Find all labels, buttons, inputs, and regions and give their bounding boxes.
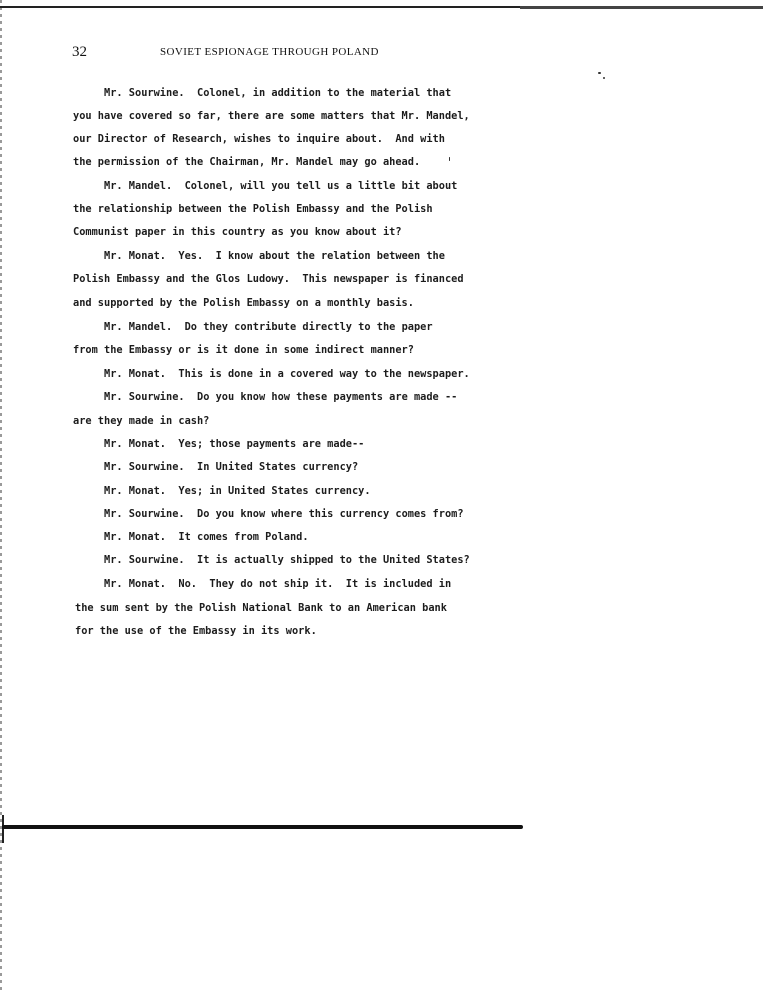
page-number: 32 [72,44,87,60]
bottom-rule-tick [2,815,4,843]
scan-speck [598,72,601,74]
bottom-rule [2,825,523,829]
scan-speck [603,77,605,79]
transcript-line: Mr. Sourwine. Do you know where this currency comes from? [104,508,464,520]
transcript-line: Mr. Monat. No. They do not ship it. It is included in [104,578,452,590]
transcript-line: you have covered so far, there are some matters that Mr. Mandel, [73,110,470,122]
transcript-line: from the Embassy or is it done in some indirect manner? [73,344,414,356]
scan-speck [449,157,450,161]
transcript-line: the sum sent by the Polish National Bank to an American bank [75,602,447,614]
transcript-line: the permission of the Chairman, Mr. Mandel may go ahead. [73,156,421,168]
transcript-line: Mr. Sourwine. In United States currency? [104,461,359,473]
transcript-line: Mr. Monat. Yes. I know about the relation between the [104,250,445,262]
transcript-line: the relationship between the Polish Embassy and the Polish [73,203,433,215]
transcript-line: Polish Embassy and the Glos Ludowy. This newspaper is financed [73,273,464,285]
transcript-line: Mr. Sourwine. Do you know how these payments are made -- [104,391,458,403]
transcript-line: Mr. Mandel. Do they contribute directly to the paper [104,321,433,333]
transcript-line: Mr. Monat. Yes; those payments are made-- [104,438,365,450]
transcript-line: our Director of Research, wishes to inquire about. And with [73,133,445,145]
transcript-line: Mr. Sourwine. It is actually shipped to the United States? [104,554,470,566]
top-border-rule-thick [520,6,763,9]
transcript-line: are they made in cash? [73,415,210,427]
transcript-line: for the use of the Embassy in its work. [75,625,317,637]
transcript-line: Mr. Mandel. Colonel, will you tell us a little bit about [104,180,458,192]
transcript-line: Mr. Monat. It comes from Poland. [104,531,309,543]
running-head: SOVIET ESPIONAGE THROUGH POLAND [160,46,379,58]
transcript-line: and supported by the Polish Embassy on a monthly basis. [73,297,414,309]
page-header [72,44,532,64]
transcript-line: Mr. Monat. Yes; in United States currency. [104,485,371,497]
transcript-line: Mr. Sourwine. Colonel, in addition to the material that [104,87,452,99]
transcript-line: Mr. Monat. This is done in a covered way to the newspaper. [104,368,470,380]
transcript-line: Communist paper in this country as you know about it? [73,226,402,238]
